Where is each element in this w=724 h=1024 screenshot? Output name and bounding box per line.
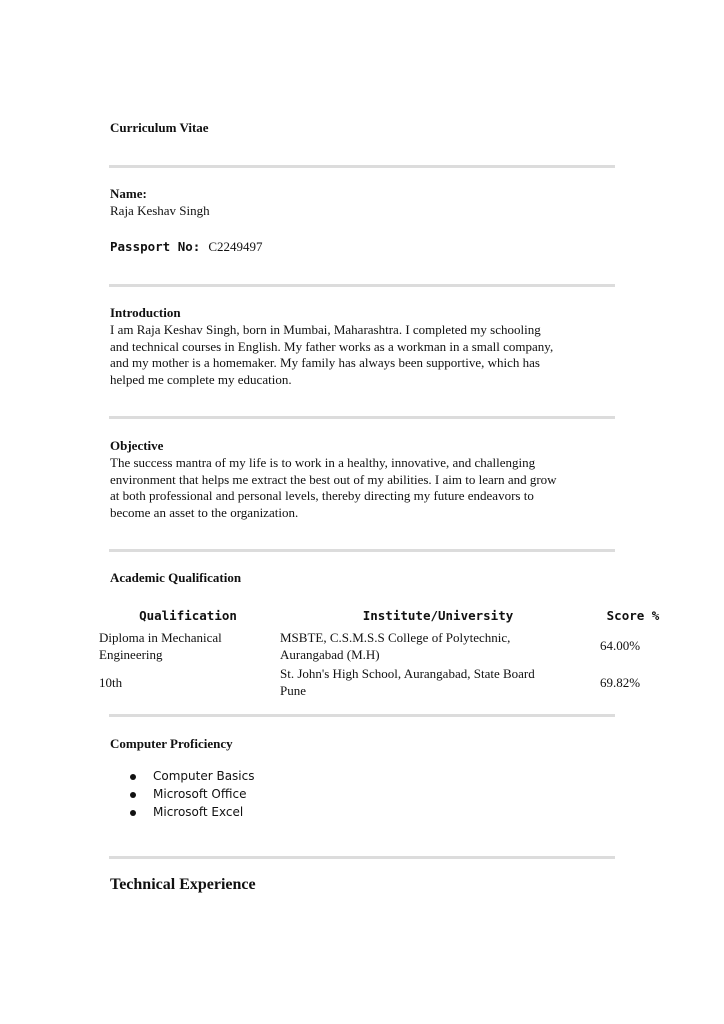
table-row-qualification bbox=[99, 630, 277, 663]
table-row-score: 64.00% bbox=[600, 638, 641, 653]
introduction-line: I am Raja Keshav Singh, born in Mumbai, Maharashtra. I completed my schooling bbox=[110, 322, 541, 337]
table-cell-line: Pune bbox=[280, 682, 306, 698]
table-row-institute bbox=[280, 666, 596, 699]
objective-line: environment that helps me extract the best out of my abilities. I aim to learn and grow bbox=[110, 471, 557, 487]
table-row-score: 69.82% bbox=[600, 675, 641, 690]
bullet-icon bbox=[130, 792, 136, 798]
table-cell-line: Diploma in Mechanical bbox=[99, 630, 222, 645]
list-item: Computer Basics bbox=[153, 769, 255, 783]
objective-heading: Objective bbox=[110, 438, 164, 453]
passport-label: Passport No: bbox=[110, 239, 201, 254]
document-title: Curriculum Vitae bbox=[110, 120, 209, 135]
introduction-line: helped me complete my education. bbox=[110, 372, 292, 388]
table-cell-line: MSBTE, C.S.M.S.S College of Polytechnic, bbox=[280, 630, 511, 645]
name-label: Name: bbox=[110, 186, 147, 201]
passport-line bbox=[110, 238, 262, 256]
introduction-line: and technical courses in English. My father works as a workman in a small company, bbox=[110, 338, 554, 354]
table-cell-line: Aurangabad (M.H) bbox=[280, 646, 380, 662]
list-item: Microsoft Excel bbox=[153, 805, 244, 819]
name-value: Raja Keshav Singh bbox=[110, 203, 210, 218]
bullet-icon bbox=[130, 810, 136, 816]
table-header-institute: Institute/University bbox=[362, 608, 514, 623]
introduction-line: and my mother is a homemaker. My family has always been supportive, which has bbox=[110, 355, 540, 371]
objective-paragraph bbox=[110, 455, 620, 522]
section-divider bbox=[109, 284, 615, 287]
table-header-score: Score % bbox=[606, 608, 660, 623]
section-divider bbox=[109, 549, 615, 552]
technical-heading: Technical Experience bbox=[110, 876, 256, 893]
table-cell-line: St. John's High School, Aurangabad, State Board bbox=[280, 666, 535, 681]
academic-heading: Academic Qualification bbox=[110, 570, 242, 585]
table-row-institute bbox=[280, 630, 596, 663]
objective-line: at both professional and personal levels, thereby directing my future endeavors to bbox=[110, 488, 534, 504]
table-cell-line: Engineering bbox=[99, 646, 163, 662]
section-divider bbox=[109, 165, 615, 168]
table-header-qualification: Qualification bbox=[139, 608, 237, 623]
objective-line: The success mantra of my life is to work in a healthy, innovative, and challenging bbox=[110, 455, 536, 470]
table-row-qualification: 10th bbox=[99, 675, 123, 690]
objective-line: become an asset to the organization. bbox=[110, 505, 299, 521]
passport-value: C2249497 bbox=[208, 239, 263, 254]
introduction-paragraph bbox=[110, 322, 620, 389]
computer-heading: Computer Proficiency bbox=[110, 736, 233, 751]
list-item: Microsoft Office bbox=[153, 787, 247, 801]
section-divider bbox=[109, 714, 615, 717]
bullet-icon bbox=[130, 774, 136, 780]
section-divider bbox=[109, 856, 615, 859]
section-divider bbox=[109, 416, 615, 419]
introduction-heading: Introduction bbox=[110, 305, 181, 320]
